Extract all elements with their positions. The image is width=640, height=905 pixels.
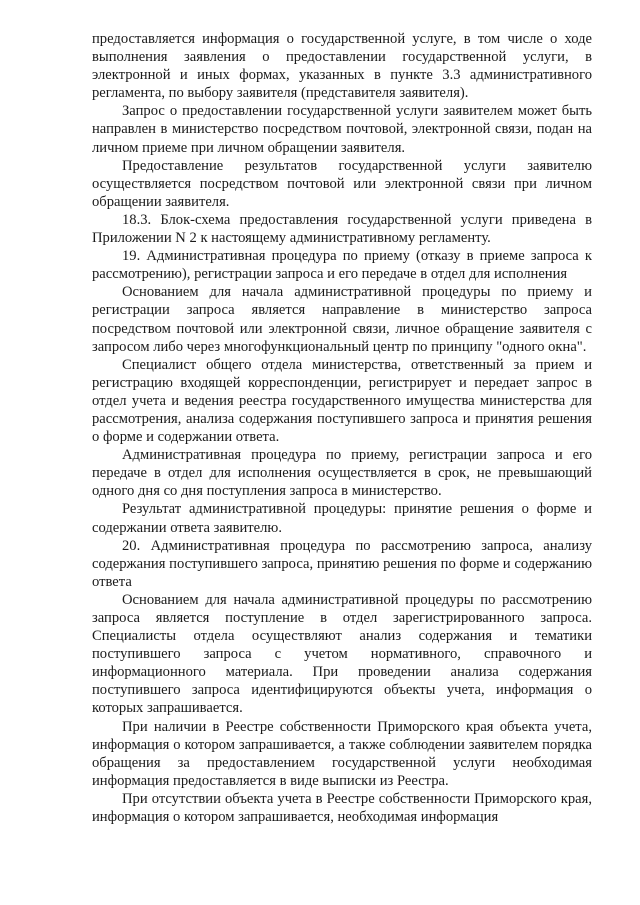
paragraph: Основанием для начала административной процедуры по рассмотрению запроса является поступление в отдел зарегистрированного запроса. Специалисты отдела осуществляют анализ содержания и тематики поступившего запроса с учетом нормативного, справочного и информационного материала. При проведении анализа содержания поступившего запроса идентифицируются объекты учета, информация о которых запрашивается.	[92, 591, 592, 717]
paragraph-continued: предоставляется информация о государственной услуге, в том числе о ходе выполнения заявления о предоставлении государственной услуги, в электронной и иных формах, указанных в пункте 3.3 административного регламента, по выбору заявителя (представителя заявителя).	[92, 31, 592, 102]
paragraph-section-19-heading: 19. Административная процедура по приему (отказу в приеме запроса к рассмотрению), регистрации запроса и его передаче в отдел для исполнения	[92, 248, 592, 283]
paragraph: Предоставление результатов государственной услуги заявителю осуществляется посредством почтовой или электронной связи при личном обращении заявителя.	[92, 157, 592, 210]
paragraph: Результат административной процедуры: принятие решения о форме и содержании ответа заявителю.	[92, 501, 592, 536]
paragraph: Основанием для начала административной процедуры по приему и регистрации запроса является направление в министерство запроса посредством почтовой или электронной связи, личное обращение заявителя с запросом либо через многофункциональный центр по принципу "одного окна".	[92, 284, 592, 355]
paragraph-section-18-3: 18.3. Блок-схема предоставления государственной услуги приведена в Приложении N 2 к настоящему административному регламенту.	[92, 211, 592, 247]
paragraph-continues: При отсутствии объекта учета в Реестре собственности Приморского края, информация о котором запрашивается, необходимая информация	[92, 790, 592, 826]
paragraph-section-20-heading: 20. Административная процедура по рассмотрению запроса, анализу содержания поступившего запроса, принятию решения по форме и содержанию ответа	[92, 537, 592, 590]
paragraph: Запрос о предоставлении государственной услуги заявителем может быть направлен в министерство посредством почтовой, электронной связи, подан на личном приеме при личном обращении заявителя.	[92, 103, 592, 156]
paragraph: Административная процедура по приему, регистрации запроса и его передаче в отдел для исполнения осуществляется в срок, не превышающий одного дня со дня поступления запроса в министерство.	[92, 447, 592, 500]
paragraph: Специалист общего отдела министерства, ответственный за прием и регистрацию входящей корреспонденции, регистрирует и передает запрос в отдел учета и ведения реестра государственного имущества министерства для рассмотрения, анализа содержания поступившего запроса и принятия решения о форме и содержании ответа.	[92, 356, 592, 446]
paragraph: При наличии в Реестре собственности Приморского края объекта учета, информация о котором запрашивается, а также соблюдении заявителем порядка обращения за предоставлением государственной услуги необходимая информация предоставляется в виде выписки из Реестра.	[92, 718, 592, 789]
